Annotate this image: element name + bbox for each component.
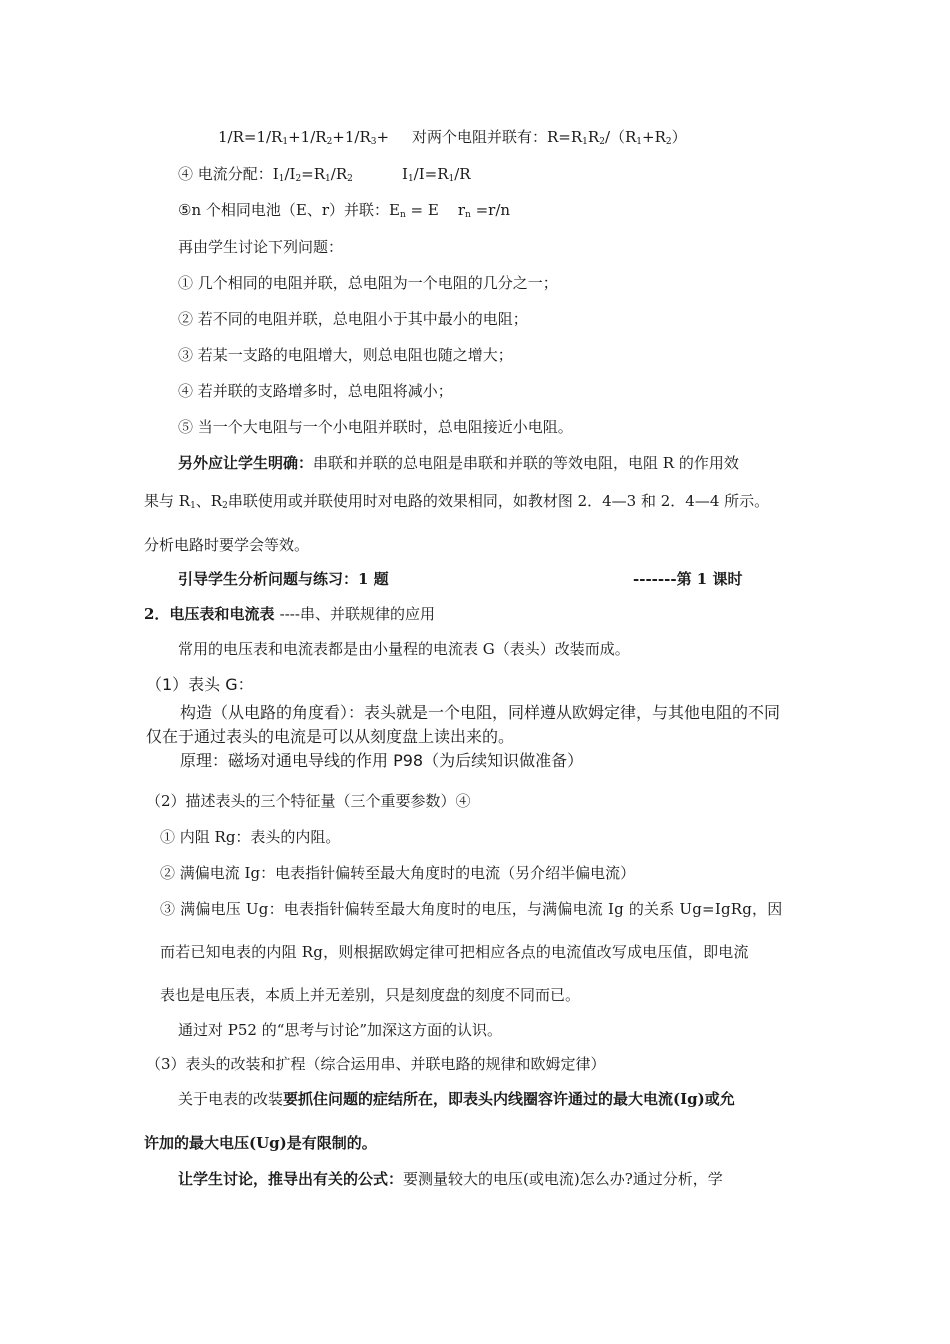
principle-line: 原理：磁场对通电导线的作用 P98（为后续知识做准备） <box>180 751 584 770</box>
clarify-bold-lead: 另外应让学生明确： <box>178 454 314 472</box>
part-2-heading: （2）描述表头的三个特征量（三个重要参数）④ <box>146 792 471 810</box>
part-1-heading: （1）表头 G： <box>146 675 254 694</box>
current-distribution-label: ④ 电流分配： <box>178 165 273 183</box>
guide-line-left: 引导学生分析问题与练习：1 题 <box>178 570 389 588</box>
discussion-item-2: ② 若不同的电阻并联，总电阻小于其中最小的电阻； <box>178 310 528 328</box>
construct-line-2: 仅在于通过表头的电流是可以从刻度盘上读出来的。 <box>146 727 515 746</box>
battery-parallel-line: ⑤n 个相同电池（E、r）并联：$E_n = E$ $r_n =r/n$ <box>178 201 511 220</box>
modification-line-1: 关于电表的改装要抓住问题的症结所在，即表头内线圈容许通过的最大电流(Ig)或允 <box>178 1090 735 1108</box>
construct-line-1: 构造（从电路的角度看）：表头就是一个电阻，同样遵从欧姆定律，与其他电阻的不同 <box>180 703 781 722</box>
clarify-line-3: 分析电路时要学会等效。 <box>144 536 310 554</box>
clarify-line-2: 果与 $R_1$、$R_2$串联使用或并联使用时对电路的效果相同，如教材图 2．4—3 和 2．4—4 所示。 <box>144 492 770 511</box>
discussion-item-4: ④ 若并联的支路增多时，总电阻将减小； <box>178 382 453 400</box>
param-item-2: ② 满偏电流 Ig：电表指针偏转至最大角度时的电流（另介绍半偏电流） <box>160 864 636 882</box>
discussion-item-3: ③ 若某一支路的电阻增大，则总电阻也随之增大； <box>178 346 513 364</box>
modification-line-2: 许加的最大电压(Ug)是有限制的。 <box>144 1134 377 1152</box>
param-item-3-line-3: 表也是电压表，本质上并无差别，只是刻度盘的刻度不同而已。 <box>160 986 581 1004</box>
param-item-3-line-1: ③ 满偏电压 Ug：电表指针偏转至最大角度时的电压，与满偏电流 Ig 的关系 Ug=IgRg，因 <box>160 900 783 918</box>
reference-line: 通过对 P52 的“思考与讨论”加深这方面的认识。 <box>178 1021 503 1039</box>
parallel-formula-line <box>218 127 389 147</box>
discussion-item-5: ⑤ 当一个大电阻与一个小电阻并联时，总电阻接近小电阻。 <box>178 418 573 436</box>
section-2-intro: 常用的电压表和电流表都是由小量程的电流表 G（表头）改装而成。 <box>178 640 630 658</box>
part-3-heading: （3）表头的改装和扩程（综合运用串、并联电路的规律和欧姆定律） <box>146 1055 606 1073</box>
current-ratio-formula-2: $I_1/I=R_1/R$ <box>402 165 471 184</box>
clarify-line-1: 另外应让学生明确：串联和并联的总电阻是串联和并联的等效电阻，电阻 R 的作用效 <box>178 454 739 472</box>
derivation-line: 让学生讨论，推导出有关的公式：要测量较大的电压(或电流)怎么办?通过分析，学 <box>178 1170 723 1188</box>
param-item-1: ① 内阻 Rg：表头的内阻。 <box>160 828 341 846</box>
current-distribution-line <box>178 164 353 184</box>
parallel-formula: $1/R=1/R_1+1/R_2+1/R_3+$ <box>218 128 390 147</box>
two-resistor-formula: 对两个电阻并联有：$R=R_1R_2/(R_1+R_2)$ <box>412 128 687 147</box>
param-item-3-line-2: 而若已知电表的内阻 Rg，则根据欧姆定律可把相应各点的电流值改写成电压值，即电流 <box>160 943 749 961</box>
section-2-title: 2．电压表和电流表 ----串、并联规律的应用 <box>144 605 435 623</box>
current-ratio-formula-1: $I_1/I_2=R_1/R_2$ <box>272 165 353 184</box>
discussion-intro: 再由学生讨论下列问题： <box>178 238 344 256</box>
discussion-item-1: ① 几个相同的电阻并联，总电阻为一个电阻的几分之一； <box>178 274 558 292</box>
lesson-marker: -------第 1 课时 <box>633 570 743 588</box>
